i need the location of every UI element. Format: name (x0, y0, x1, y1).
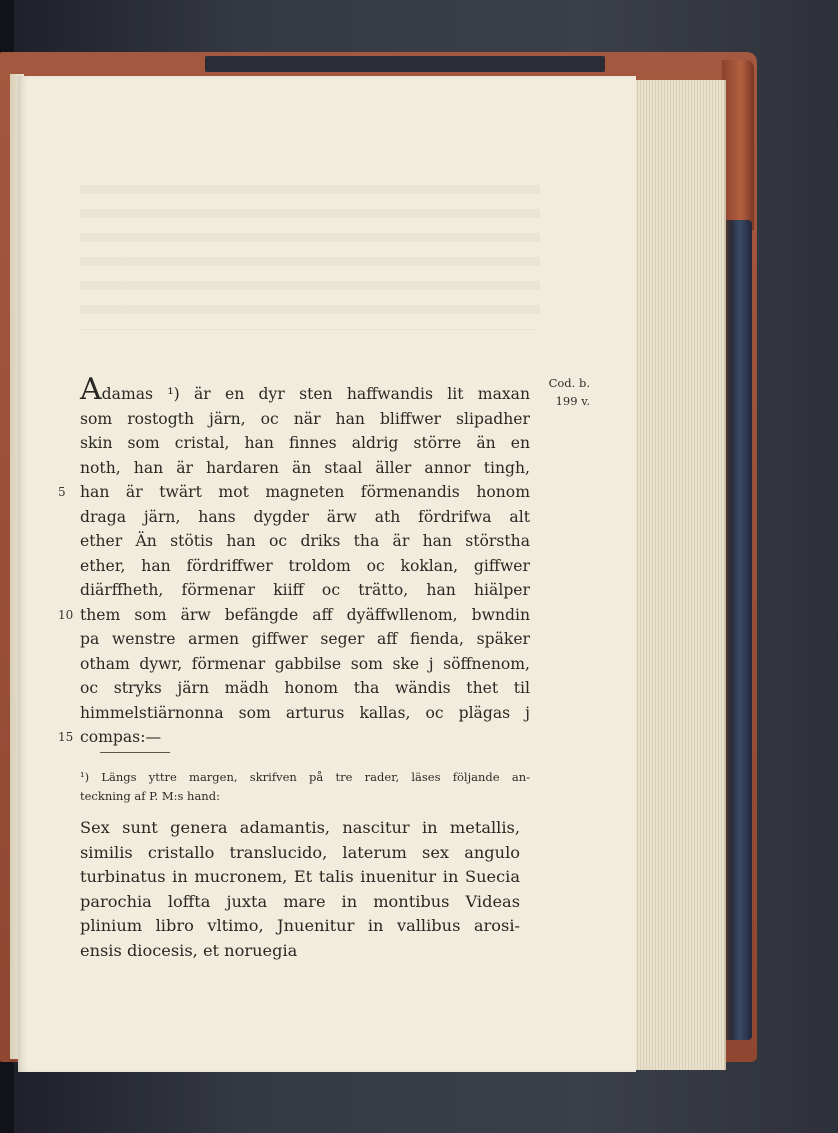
text-line (80, 456, 530, 481)
text-line-content: skin som cristal, han finnes aldrig större än en (80, 434, 530, 452)
text-line (80, 652, 530, 677)
latin-line: plinium libro vltimo, Jnuenitur in vallibus arosi- (80, 916, 520, 936)
latin-line: parochia loffta juxta mare in montibus Videas (80, 891, 520, 911)
text-line-content: diärffheth, förmenar kiiff oc trätto, han hiälper (80, 581, 530, 599)
line-number: 10 (58, 607, 74, 622)
line-number: 5 (58, 485, 66, 499)
main-text (58, 372, 530, 750)
footnote (80, 768, 530, 806)
latin-line: Sex sunt genera adamantis, nascitur in metallis, (80, 818, 520, 837)
text-line (80, 627, 530, 652)
text-line (80, 554, 530, 579)
text-line-content: ether Än stötis han oc driks tha är han störstha (80, 532, 530, 550)
latin-line: ensis diocesis, et noruegia (80, 940, 298, 960)
margin-note (530, 374, 590, 410)
cover-edge-red (722, 60, 754, 230)
text-line (80, 431, 530, 456)
drop-cap: A (80, 372, 102, 407)
text-line-content: pa wenstre armen giffwer seger aff fienda, späker (80, 630, 530, 648)
cover-band (205, 56, 605, 72)
text-line (58, 480, 530, 505)
text-line (80, 701, 530, 726)
text-line (80, 529, 530, 554)
page-stack-edges (632, 80, 726, 1070)
latin-line: similis cristallo translucido, laterum sex angulo (80, 842, 520, 862)
margin-note-codex: Cod. b. (548, 376, 590, 390)
text-line-content: damas ¹) är en dyr sten haffwandis lit maxan (101, 385, 530, 403)
text-line (80, 578, 530, 603)
text-line (80, 676, 530, 701)
show-through-text (80, 170, 540, 330)
latin-annotation (80, 816, 520, 964)
text-line-content: ether, han fördriffwer troldom oc koklan, giffwer (80, 556, 530, 575)
margin-note-folio: 199 v. (555, 394, 590, 408)
text-line (58, 603, 530, 628)
text-line (80, 407, 530, 432)
footnote-rule (100, 752, 170, 753)
text-line-content: oc stryks järn mädh honom tha wändis thet til (80, 679, 530, 697)
text-line-content: compas:— (80, 728, 162, 746)
text-line-content: han är twärt mot magneten förmenandis honom (80, 483, 530, 501)
text-line-content: himmelstiärnonna som arturus kallas, oc plägas j (80, 703, 530, 722)
text-line (80, 372, 530, 407)
text-line-content: otham dywr, förmenar gabbilse som ske j söffnenom, (80, 654, 530, 673)
text-line-content: noth, han är hardaren än staal äller annor tingh, (80, 458, 530, 477)
footnote-line: ¹) Längs yttre margen, skrifven på tre rader, läses följande an- (80, 770, 530, 784)
footnote-line: teckning af P. M:s hand: (80, 789, 220, 803)
text-line-content: som rostogth järn, oc när han bliffwer slipadher (80, 409, 530, 428)
latin-line: turbinatus in mucronem, Et talis inuenitur in Suecia (80, 867, 520, 887)
line-number: 15 (58, 730, 74, 744)
cover-edge-marbled (722, 220, 752, 1040)
text-line-content: them som ärw befängde aff dyäffwllenom, bwndin (80, 605, 530, 624)
text-line-content: draga järn, hans dygder ärw ath fördrifwa alt (80, 507, 530, 526)
text-line (58, 725, 530, 750)
text-line (80, 505, 530, 530)
